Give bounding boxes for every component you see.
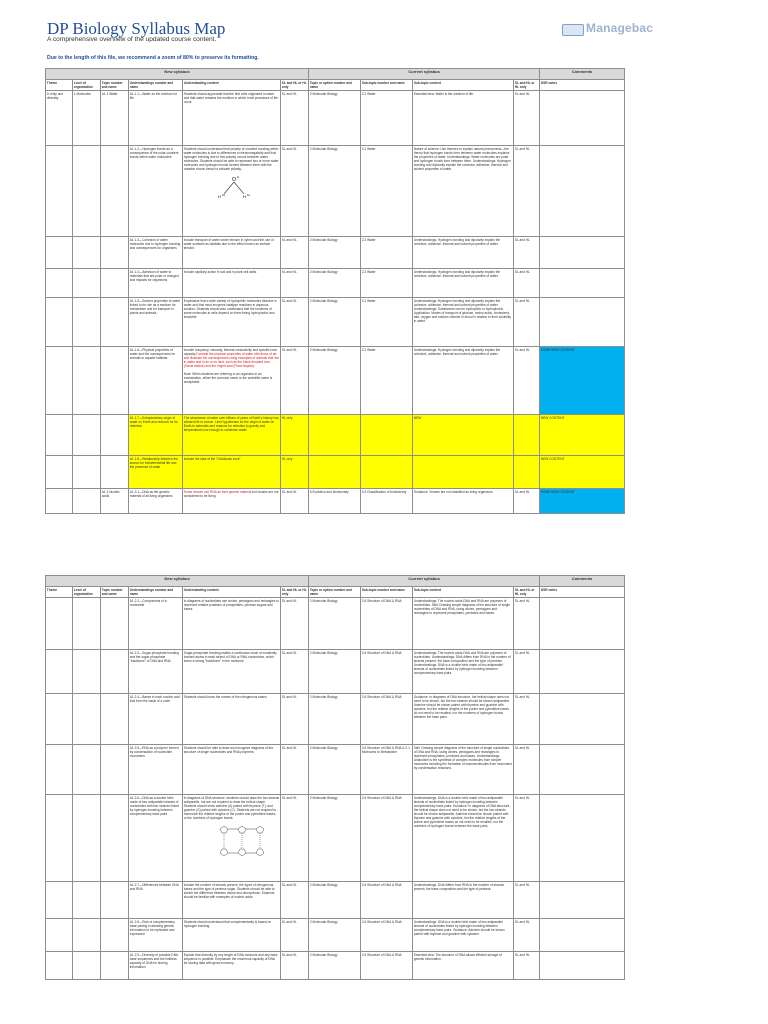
content-cell: Sugar-phosphate bonding makes a continuous chain of covalently bonded atoms in each strand of DNA or RNA nucleotides, which forms a strong "backbone" in the molecule. — [183, 650, 281, 694]
dsr-notes-cell — [540, 237, 625, 269]
sl-hl-cell: SL and HL — [281, 694, 309, 745]
current-subtopic-cell: 2.2 Water — [361, 269, 413, 298]
content-text: Students should understand that polarity of covalent bonding within water molecules is due to differences in electronegativity and that hydrogen bonding due to this polarity occurs between water molecules. Students should be able to represent two or more water molecules and hydrogen bonds formed between them with the notation shown below to indicate polarity. — [183, 146, 279, 172]
content-cell: Students should know the names of the nitrogenous bases. — [183, 694, 281, 745]
col-theme: Theme — [46, 80, 73, 91]
syllabus-table-2 — [45, 575, 625, 980]
content-note: Note: When students are referring to an organism in an examination, either the common name or the scientific name is acceptable. — [183, 372, 273, 385]
understanding-cell: A1.1.5—Solvent properties of water linked to its role as a medium for metabolism and for transport in plants and animals — [129, 298, 183, 347]
topic-cell — [101, 146, 129, 237]
new-syllabus-header: New syllabus — [46, 69, 309, 80]
level-cell — [73, 456, 101, 489]
col-level: Level of organization — [73, 80, 101, 91]
syllabus-table-1 — [45, 68, 625, 514]
theme-cell: A Unity and diversity — [46, 91, 73, 146]
col-dsr-notes: DSR notes — [540, 80, 625, 91]
sl-hl-cell: SL and HL — [281, 269, 309, 298]
current-topic-cell: 2 Molecular Biology — [309, 694, 361, 745]
topic-cell — [101, 298, 129, 347]
level-cell — [73, 237, 101, 269]
sl-hl-cell: SL and HL — [281, 237, 309, 269]
sl-hl-cell: SL and HL — [281, 298, 309, 347]
sl-hl-cell: SL and HL — [281, 91, 309, 146]
col-understandings: Understandings number and name — [129, 587, 183, 598]
sl-hl-cell: HL only — [281, 456, 309, 489]
current-sl-hl-cell: SL and HL — [514, 347, 540, 415]
current-content-cell: Understandings: DNA differs from RNA in the number of strands present, the base composition and the type of pentose. — [413, 882, 514, 919]
col-sl-hl: SL and HL or HL only — [281, 80, 307, 89]
level-cell — [73, 146, 101, 237]
table-row — [46, 745, 625, 795]
current-content-cell: Understandings: The nucleic acids DNA and RNA are polymers of nucleotides. Understandings: DNA differs from RNA in the number of strands present, the base composition and the type of pentose. Understandings: DNA is a double helix made of two antiparallel strands of nucleotides linked by hydrogen bonding between complementary base pairs. — [413, 650, 514, 694]
current-content-cell: Understandings: Hydrogen bonding and dipolarity explain the cohesive, adhesive, thermal and solvent properties of water. Understandings: Substances can be hydrophilic or hydrophobic. Application: Modes of transport of glucose, amino acids, cholesterol, fats, oxygen and sodium chloride in blood in relation to their solubility in water. — [413, 298, 514, 347]
svg-text:O: O — [231, 177, 236, 184]
dsr-notes-cell — [540, 919, 625, 952]
sl-hl-cell: SL and HL — [281, 952, 309, 980]
col-topic: Topic number and name — [101, 587, 129, 598]
sl-hl-cell: SL and HL — [281, 347, 309, 415]
dsr-notes-cell — [540, 650, 625, 694]
theme-cell — [46, 882, 73, 919]
topic-cell — [101, 694, 129, 745]
logo-wordmark: Managebac — [586, 21, 654, 35]
current-subtopic-cell: 2.2 Water — [361, 298, 413, 347]
level-cell — [73, 347, 101, 415]
dsr-notes-cell — [540, 952, 625, 980]
sl-hl-cell: SL and HL — [281, 882, 309, 919]
content-cell — [183, 795, 281, 882]
topic-cell: A1.2 Nucleic acids — [101, 489, 129, 514]
current-topic-cell: 2 Molecular Biology — [309, 298, 361, 347]
current-sl-hl-cell — [514, 415, 540, 456]
level-cell: 1 Molecules — [73, 91, 101, 146]
current-topic-cell: 2 Molecular Biology — [309, 882, 361, 919]
current-subtopic-cell: 2.6 Structure of DNA & RNA — [361, 795, 413, 882]
understanding-cell: A1.1.8—Relationship between the search for extraterrestrial life and the presence of water — [129, 456, 183, 489]
content-red-text: Contrast the physical properties of water with those of air and illustrate the consequences using examples of animals that live in water and in air or on land, such as the black-throated loon (Gavia arctica) and the ringed seal (Pusa hispida). — [183, 351, 279, 369]
table-row — [46, 91, 625, 146]
understanding-cell: A1.2.8—Role of complementary base pairing in allowing genetic information to be replicated and expressed — [129, 919, 183, 952]
col-current-sl-hl: SL and HL or HL only — [514, 587, 540, 598]
current-content-cell: Guidance: Viruses are not classified as living organisms. — [413, 489, 514, 514]
theme-cell — [46, 456, 73, 489]
content-text: Include buoyancy, viscosity, thermal conductivity and specific heat capacity. — [183, 347, 277, 356]
col-current-sl-hl: SL and HL or HL only — [514, 80, 540, 91]
svg-text:δ+: δ+ — [246, 193, 251, 198]
current-subtopic-cell: 2.6 Structure of DNA & RNA — [361, 598, 413, 650]
sl-hl-cell: SL and HL — [281, 745, 309, 795]
understanding-cell: A1.2.2—Components of a nucleotide — [129, 598, 183, 650]
table-row — [46, 650, 625, 694]
current-sl-hl-cell: SL and HL — [514, 952, 540, 980]
table-row — [46, 598, 625, 650]
col-topic: Topic number and name — [101, 80, 129, 91]
current-topic-cell: 2 Molecular Biology — [309, 650, 361, 694]
sl-hl-cell: SL and HL — [281, 598, 309, 650]
current-subtopic-cell: 5.3 Classification of biodiversity — [361, 489, 413, 514]
topic-cell: A1.1 Water — [101, 91, 129, 146]
current-subtopic-cell: 2.6 Structure of DNA & RNA — [361, 694, 413, 745]
current-content-cell: Essential idea: The structure of DNA allows efficient storage of genetic information. — [413, 952, 514, 980]
content-cell — [183, 146, 281, 237]
current-subtopic-cell: 2.6 Structure of DNA & RNA — [361, 919, 413, 952]
svg-text:δ-: δ- — [236, 175, 240, 180]
level-cell — [73, 919, 101, 952]
theme-cell — [46, 298, 73, 347]
col-content: Understanding content — [183, 80, 281, 91]
current-content-cell: Essential idea: Water is the medium of life. — [413, 91, 514, 146]
theme-cell — [46, 952, 73, 980]
level-cell — [73, 952, 101, 980]
sl-hl-cell: HL only — [281, 415, 309, 456]
table-row — [46, 952, 625, 980]
table-row — [46, 347, 625, 415]
current-sl-hl-cell: SL and HL — [514, 298, 540, 347]
understanding-cell: A1.2.3—Sugar-phosphate bonding and the sugar-phosphate "backbone" of DNA and RNA — [129, 650, 183, 694]
level-cell — [73, 795, 101, 882]
current-content-cell: Understandings: Hydrogen bonding and dipolarity explain the cohesive, adhesive, thermal and solvent properties of water. — [413, 347, 514, 415]
dsr-notes-cell — [540, 882, 625, 919]
current-content-cell: Nature of science: Use theories to explain natural phenomena—the theory that hydrogen bonds form between water molecules explains the properties of water. Understandings: Water molecules are polar and hydrogen bonds form between them. Understandings: Hydrogen bonding and dipolarity explain the cohesive, adhesive, thermal and solvent properties of water. — [413, 146, 514, 237]
theme-cell — [46, 489, 73, 514]
current-syllabus-header: Current syllabus — [309, 576, 540, 587]
col-understandings: Understandings number and name — [129, 80, 183, 91]
content-cell — [183, 347, 281, 415]
current-topic-cell: 2 Molecular Biology — [309, 347, 361, 415]
content-cell: Include the number of strands present, the types of nitrogenous bases and the type of pentose sugar. Students should be able to sketch the difference between ribose and deoxyribose. Students should be familiar with examples of nucleic acids. — [183, 882, 281, 919]
svg-text:H: H — [242, 194, 246, 200]
current-sl-hl-cell: SL and HL — [514, 882, 540, 919]
dsr-notes-cell — [540, 298, 625, 347]
content-cell: Emphasize that a wide variety of hydrophilic molecules dissolve in water and that most enzymes catalyse reactions in aqueous solution. Students should also understand that the functions of some molecules in cells depend on them being hydrophobic and insoluble. — [183, 298, 281, 347]
dsr-notes-cell — [540, 694, 625, 745]
understanding-cell: A1.1.2—Hydrogen bonds as a consequence of the polar covalent bonds within water molecules — [129, 146, 183, 237]
content-cell: Students should be able to draw and recognize diagrams of the structure of single nucleotides and RNA polymers. — [183, 745, 281, 795]
level-cell — [73, 650, 101, 694]
understanding-cell: A1.1.4—Adhesion of water to materials that are polar or charged and impacts for organisms — [129, 269, 183, 298]
current-sl-hl-cell: SL and HL — [514, 795, 540, 882]
current-content-cell: Understandings: The nucleic acids DNA and RNA are polymers of nucleotides. Skill: Drawing simple diagrams of the structure of single nucleotides of DNA and RNA, using circles, pentagons and rectangles to represent phosphates, pentoses and bases. — [413, 598, 514, 650]
dsr-notes-cell — [540, 91, 625, 146]
table-row — [46, 456, 625, 489]
sl-hl-cell: SL and HL — [281, 489, 309, 514]
theme-cell — [46, 237, 73, 269]
dna-structure-diagram — [214, 824, 272, 858]
theme-cell — [46, 269, 73, 298]
current-topic-cell — [309, 415, 361, 456]
level-cell — [73, 415, 101, 456]
current-topic-cell: 2 Molecular Biology — [309, 952, 361, 980]
current-content-cell: NEW — [413, 415, 514, 456]
water-molecule-diagram — [214, 175, 254, 201]
understanding-cell: A1.1.7—Extraplanetary origin of water on Earth and reasons for its retention — [129, 415, 183, 456]
current-content-cell — [413, 456, 514, 489]
current-content-cell: Understandings: DNA is a double helix made of two antiparallel strands of nucleotides linked by hydrogen bonding between complementary base pairs. Guidance: In diagrams of DNA structure, the helical shape does not need to be shown, but the two strands should be shown antiparallel. Adenine should be shown paired with thymine and guanine with cytosine, but the relative lengths of the purine and pyrimidine bases do not need to be recalled, nor the numbers of hydrogen bonds between the base pairs. — [413, 795, 514, 882]
level-cell — [73, 882, 101, 919]
current-sl-hl-cell: SL and HL — [514, 598, 540, 650]
table-row — [46, 237, 625, 269]
current-subtopic-cell: 2.6 Structure of DNA & RNA — [361, 952, 413, 980]
current-sl-hl-cell: SL and HL — [514, 237, 540, 269]
content-cell: Include the idea of the "Goldilocks zone". — [183, 456, 281, 489]
current-topic-cell: 2 Molecular Biology — [309, 269, 361, 298]
current-content-cell: Guidance: In diagrams of DNA structure, the helical shape does not need to be shown, but the two strands should be shown antiparallel. Adenine should be shown paired with thymine and guanine with cytosine, but the relative lengths of the purine and pyrimidine bases do not need to be recalled, nor the numbers of hydrogen bonds between the base pairs. — [413, 694, 514, 745]
col-level: Level of organization — [73, 587, 101, 598]
level-cell — [73, 489, 101, 514]
content-text: In diagrams of DNA structure, students should draw the two strands antiparallel, but are not required to draw the helical shape. Students should show adenine (A) paired with thymine (T), and guanine (G) paired with cytosine (C). Students are not required to memorize the relative lengths of the purine and pyrimidine bases, or the numbers of hydrogen bonds. — [183, 795, 280, 821]
col-content: Understanding content — [183, 587, 281, 598]
theme-cell — [46, 415, 73, 456]
current-topic-cell: 5 Evolution and biodiversity — [309, 489, 361, 514]
dsr-notes-cell: SOME NEW CONTENT — [540, 347, 625, 415]
dsr-notes-cell: SOME NEW CONTENT — [540, 489, 625, 514]
col-sl-hl: SL and HL or HL only — [281, 587, 307, 596]
content-tail-text: but viruses are not considered to be living. — [183, 489, 279, 498]
understanding-cell: A1.2.4—Bases in each nucleic acid that form the basis of a code — [129, 694, 183, 745]
theme-cell — [46, 146, 73, 237]
theme-cell — [46, 598, 73, 650]
level-cell — [73, 269, 101, 298]
current-sl-hl-cell: SL and HL — [514, 694, 540, 745]
current-sl-hl-cell: SL and HL — [514, 269, 540, 298]
theme-cell — [46, 919, 73, 952]
table-row — [46, 919, 625, 952]
comments-header: Comments — [540, 576, 625, 587]
document-title: DP Biology Syllabus Map — [47, 19, 226, 38]
current-topic-cell: 2 Molecular Biology — [309, 745, 361, 795]
theme-cell — [46, 347, 73, 415]
topic-cell — [101, 415, 129, 456]
dsr-notes-cell: NEW CONTENT — [540, 415, 625, 456]
current-subtopic-cell — [361, 415, 413, 456]
current-topic-cell — [309, 456, 361, 489]
dsr-notes-cell — [540, 795, 625, 882]
topic-cell — [101, 795, 129, 882]
content-cell: Include capillary action in soil and in plant cell walls. — [183, 269, 281, 298]
sl-hl-cell: SL and HL — [281, 795, 309, 882]
logo-mark-icon — [562, 24, 584, 36]
table-row — [46, 694, 625, 745]
table-row — [46, 415, 625, 456]
table-row — [46, 298, 625, 347]
current-sl-hl-cell: SL and HL — [514, 146, 540, 237]
table-row — [46, 146, 625, 237]
understanding-cell: A1.2.9—Diversity of possible DNA base sequences and the limitless capacity of DNA for storing information — [129, 952, 183, 980]
current-content-cell: Understandings: DNA is a double helix made of two antiparallel strands of nucleotides linked by hydrogen bonding between complementary base pairs. Guidance: Adenine should be shown paired with thymine and guanine with cytosine. — [413, 919, 514, 952]
understanding-cell: A1.1.1—Water as the medium for life — [129, 91, 183, 146]
current-sl-hl-cell — [514, 456, 540, 489]
col-current-subtopic: Sub-topic number and name — [361, 80, 413, 91]
table-row — [46, 882, 625, 919]
document-subtitle: A comprehensive overview of the updated course content. — [47, 36, 217, 43]
col-current-topic: Topic or option number and name — [309, 587, 361, 598]
comments-header: Comments — [540, 69, 625, 80]
understanding-cell: A1.1.6—Physical properties of water and the consequences for animals in aquatic habitats — [129, 347, 183, 415]
current-subtopic-cell: 2.2 Water — [361, 347, 413, 415]
managebac-logo — [562, 20, 657, 36]
theme-cell — [46, 650, 73, 694]
sl-hl-cell: SL and HL — [281, 919, 309, 952]
table-row — [46, 795, 625, 882]
topic-cell — [101, 269, 129, 298]
dsr-notes-cell: NEW CONTENT — [540, 456, 625, 489]
level-cell — [73, 598, 101, 650]
col-current-subtopic: Sub-topic number and name — [361, 587, 413, 598]
current-subtopic-cell — [361, 456, 413, 489]
topic-cell — [101, 952, 129, 980]
current-subtopic-cell: 2.2 Water — [361, 146, 413, 237]
understanding-cell: A1.2.5—RNA as a polymer formed by condensation of nucleotide monomers — [129, 745, 183, 795]
theme-cell — [46, 795, 73, 882]
theme-cell — [46, 745, 73, 795]
level-cell — [73, 694, 101, 745]
content-cell: The abundance of water over billions of years of Earth's history has allowed life to evolve. Limit hypotheses for the origin of water on Earth to asteroids and reasons for retention to gravity and temperatures low enough to condense water. — [183, 415, 281, 456]
topic-cell — [101, 347, 129, 415]
dsr-notes-cell — [540, 146, 625, 237]
col-current-topic: Topic or option number and name — [309, 80, 361, 91]
understanding-cell: A1.2.1—DNA as the genetic material of all living organisms — [129, 489, 183, 514]
current-sl-hl-cell: SL and HL — [514, 919, 540, 952]
current-topic-cell: 2 Molecular Biology — [309, 598, 361, 650]
topic-cell — [101, 919, 129, 952]
content-red-text: Some viruses use RNA as their genetic material — [183, 489, 252, 494]
topic-cell — [101, 745, 129, 795]
understanding-cell: A1.2.7—Differences between DNA and RNA — [129, 882, 183, 919]
level-cell — [73, 745, 101, 795]
current-content-cell: Skill: Drawing simple diagrams of the structure of single nucleotides of DNA and RNA, using circles, pentagons and rectangles to represent phosphates, pentoses and bases. Understandings: Anabolism is the synthesis of complex molecules from simpler molecules including the formation of macromolecules from monomers by condensation reactions. — [413, 745, 514, 795]
current-sl-hl-cell: SL and HL — [514, 91, 540, 146]
level-cell — [73, 298, 101, 347]
col-dsr-notes: DSR notes — [540, 587, 625, 598]
current-topic-cell: 2 Molecular Biology — [309, 919, 361, 952]
dsr-notes-cell — [540, 598, 625, 650]
current-topic-cell: 2 Molecular Biology — [309, 237, 361, 269]
current-subtopic-cell: 2.2 Water — [361, 237, 413, 269]
svg-text:δ+: δ+ — [221, 193, 226, 198]
content-cell: Include transport of water under tension in xylem and the use of water surfaces as habitats due to the effect known as surface tension. — [183, 237, 281, 269]
col-current-content: Sub-topic content — [413, 587, 514, 598]
current-subtopic-cell: 2.6 Structure of DNA & RNA & 2.1 Molecules to Metabolism — [361, 745, 413, 795]
current-topic-cell: 2 Molecular Biology — [309, 91, 361, 146]
topic-cell — [101, 598, 129, 650]
dsr-notes-cell — [540, 269, 625, 298]
content-cell: Students should understand that complementarity is based on hydrogen bonding. — [183, 919, 281, 952]
current-sl-hl-cell: SL and HL — [514, 745, 540, 795]
current-subtopic-cell: 2.6 Structure of DNA & RNA — [361, 882, 413, 919]
current-content-cell: Understandings: Hydrogen bonding and dipolarity explain the cohesive, adhesive, thermal and solvent properties of water. — [413, 269, 514, 298]
current-subtopic-cell: 2.2 Water — [361, 91, 413, 146]
dsr-notes-cell — [540, 745, 625, 795]
content-cell: Students should appreciate that the first cells originated in water and that water remains the medium in which most processes of life occur. — [183, 91, 281, 146]
current-sl-hl-cell: SL and HL — [514, 650, 540, 694]
topic-cell — [101, 456, 129, 489]
content-cell: In diagrams of nucleotides use circles, pentagons and rectangles to represent relative positions of phosphates, pentose sugars and bases. — [183, 598, 281, 650]
understanding-cell: A1.1.3—Cohesion of water molecules due to hydrogen bonding and consequences for organisms — [129, 237, 183, 269]
table-row — [46, 489, 625, 514]
sl-hl-cell: SL and HL — [281, 650, 309, 694]
content-cell — [183, 489, 281, 514]
sl-hl-cell: SL and HL — [281, 146, 309, 237]
current-content-cell: Understandings: Hydrogen bonding and dipolarity explain the cohesive, adhesive, thermal and solvent properties of water. — [413, 237, 514, 269]
understanding-cell: A1.2.6—DNA as a double helix made of two antiparallel strands of nucleotides with two strands linked by hydrogen bonding between complementary base pairs — [129, 795, 183, 882]
current-topic-cell: 2 Molecular Biology — [309, 146, 361, 237]
current-topic-cell: 2 Molecular Biology — [309, 795, 361, 882]
table-row — [46, 269, 625, 298]
topic-cell — [101, 237, 129, 269]
topic-cell — [101, 882, 129, 919]
col-theme: Theme — [46, 587, 73, 598]
theme-cell — [46, 694, 73, 745]
current-syllabus-header: Current syllabus — [309, 69, 540, 80]
topic-cell — [101, 650, 129, 694]
content-cell: Explain that diversity by any length of DNA molecule and any base sequence is possible. Emphasize the enormous capacity of DNA for storing data with great economy. — [183, 952, 281, 980]
new-syllabus-header: New syllabus — [46, 576, 309, 587]
svg-text:H: H — [217, 194, 221, 200]
col-current-content: Sub-topic content — [413, 80, 514, 91]
current-subtopic-cell: 2.6 Structure of DNA & RNA — [361, 650, 413, 694]
current-sl-hl-cell: SL and HL — [514, 489, 540, 514]
zoom-notice: Due to the length of this file, we recommend a zoom of 80% to preserve its formatting. — [47, 55, 259, 61]
